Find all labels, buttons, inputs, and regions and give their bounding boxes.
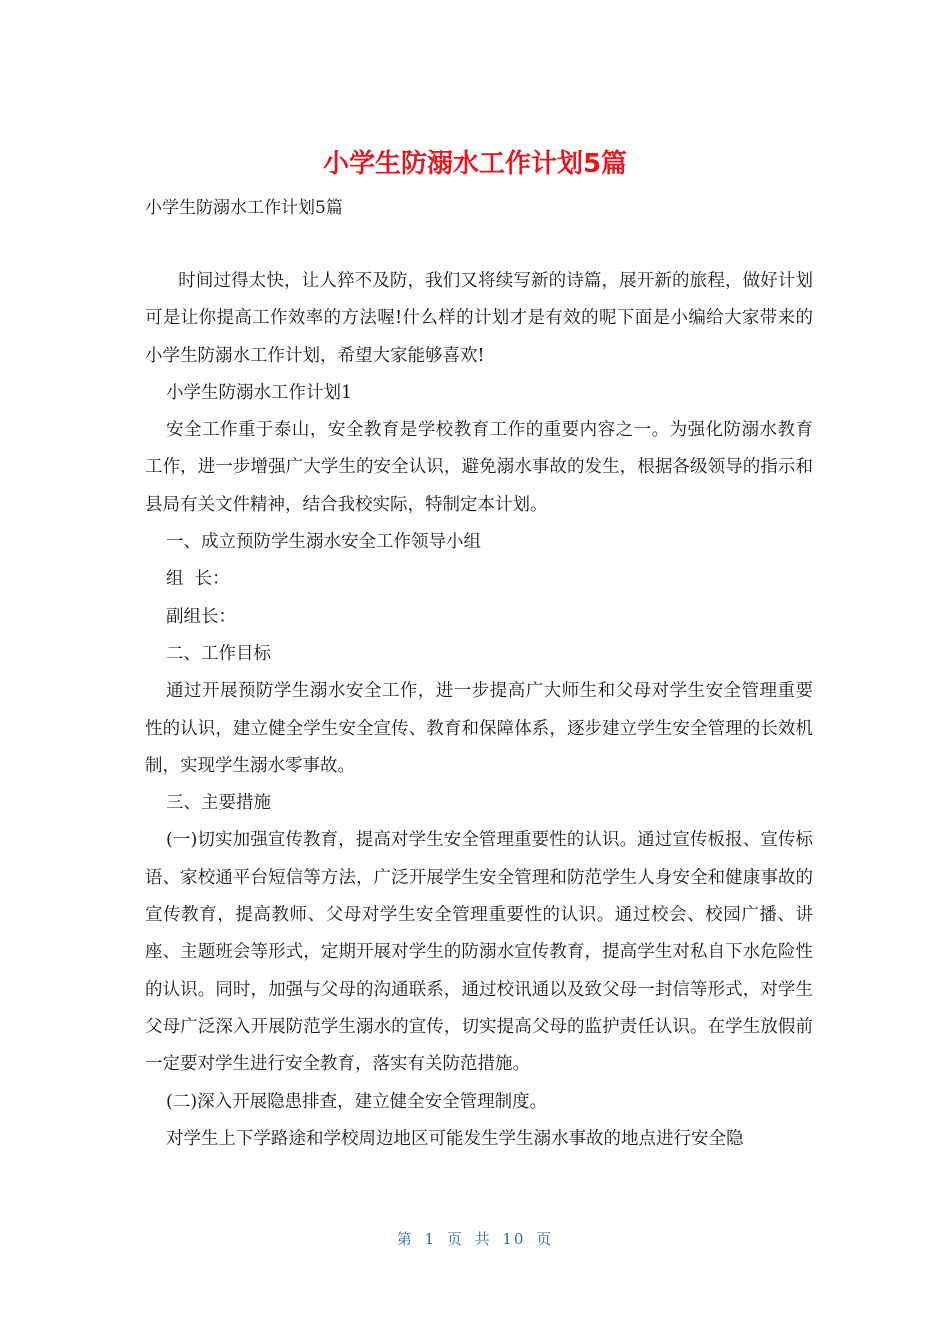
- document-title: 小学生防溺水工作计划5篇: [322, 149, 628, 179]
- group-leader-line: 组 长：: [166, 569, 230, 590]
- intro-paragraph: 时间过得太快，让人猝不及防，我们又将续写新的诗篇，展开新的旅程，做好计划可是让你提高工作效率的方法喔!什么样的计划才是有效的呢下面是小编给大家带来的小学生防溺水工作计划，希望大家能够喜欢!: [145, 271, 813, 366]
- paragraph-work-goals: 通过开展预防学生溺水安全工作，进一步提高广大师生和父母对学生安全管理重要性的认识，建立健全学生安全宣传、教育和保障体系，逐步建立学生安全管理的长效机制，实现学生溺水零事故。: [145, 681, 813, 776]
- paragraph-measure-1: (一)切实加强宣传教育，提高对学生安全管理重要性的认识。通过宣传板报、宣传标语、家校通平台短信等方法，广泛开展学生安全管理和防范学生人身安全和健康事故的宣传教育，提高教师、父母对学生安全管理重要性的认识。通过校会、校园广播、讲座、主题班会等形式，定期开展对学生的防溺水宣传教育，提高学生对私自下水危险性的认识。同时，加强与父母的沟通联系，通过校讯通以及致父母一封信等形式，对学生父母广泛深入开展防范学生溺水的宣传，切实提高父母的监护责任认识。在学生放假前一定要对学生进行安全教育，落实有关防范措施。: [145, 830, 813, 1075]
- section-heading-plan-1: 小学生防溺水工作计划1: [166, 382, 353, 403]
- page-number-footer: 第 1 页 共 10 页: [396, 1230, 554, 1248]
- document-subtitle: 小学生防溺水工作计划5篇: [145, 198, 343, 218]
- section-heading-leadership-group: 一、成立预防学生溺水安全工作领导小组: [166, 532, 481, 553]
- section-heading-main-measures: 三、主要措施: [166, 793, 271, 814]
- section-heading-work-goals: 二、工作目标: [166, 643, 271, 664]
- paragraph-safety-importance: 安全工作重于泰山，安全教育是学校教育工作的重要内容之一。为强化防溺水教育工作，进一步增强广大学生的安全认识，避免溺水事故的发生，根据各级领导的指示和县局有关文件精神，结合我校实际，特制定本计划。: [145, 420, 813, 515]
- deputy-leader-line: 副组长：: [166, 606, 236, 627]
- paragraph-measure-2-heading: (二)深入开展隐患排查，建立健全安全管理制度。: [166, 1091, 548, 1112]
- paragraph-measure-2-body: 对学生上下学路途和学校周边地区可能发生学生溺水事故的地点进行安全隐: [166, 1128, 744, 1149]
- document-body: [145, 263, 813, 1158]
